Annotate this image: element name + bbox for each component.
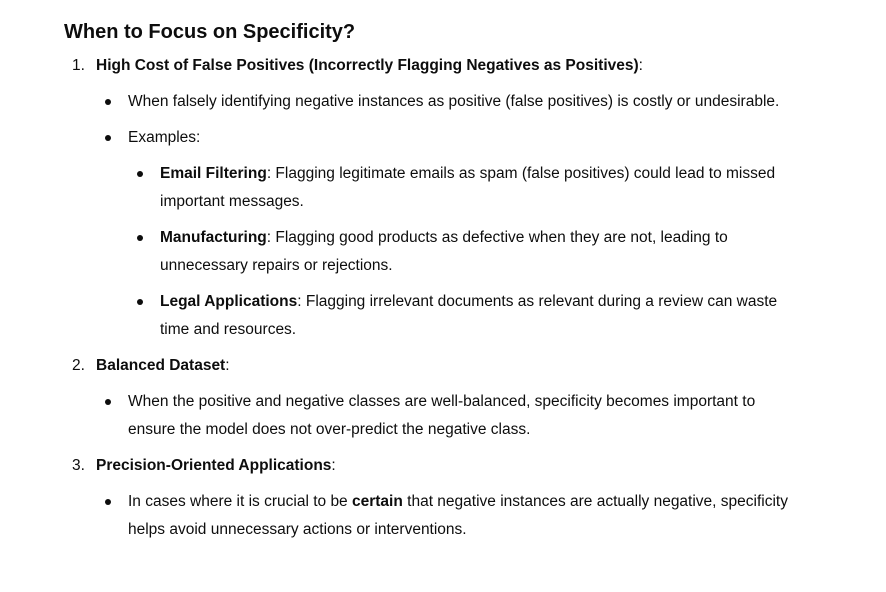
item-title: Balanced Dataset (96, 357, 226, 374)
item-title: Precision-Oriented Applications (96, 457, 332, 474)
item-number: 1. (72, 57, 85, 74)
example-item (128, 288, 788, 344)
item-number: 2. (72, 357, 85, 374)
item-suffix: : (638, 57, 643, 74)
numbered-item-1 (64, 52, 864, 344)
numbered-item-2 (64, 352, 864, 444)
bullet-dot-icon (105, 135, 111, 141)
item-heading (96, 357, 230, 374)
example-term: Manufacturing (160, 229, 267, 246)
example-term: Email Filtering (160, 165, 267, 182)
item-suffix: : (225, 357, 230, 374)
bullet-text-after: that negative instances are actually negative, specificity helps avoid unnecessary actions or interventions. (128, 493, 788, 538)
item-number: 3. (72, 457, 85, 474)
bullet-list (96, 488, 864, 544)
bullet-item (96, 88, 788, 116)
document (64, 20, 864, 552)
item-heading (96, 57, 643, 74)
section-heading: When to Focus on Specificity? (64, 21, 356, 43)
bullet-item (96, 388, 788, 444)
bullet-dot-icon (137, 235, 143, 241)
example-item (128, 224, 788, 280)
bullet-dot-icon (105, 399, 111, 405)
bullet-text: Examples: (128, 129, 201, 146)
bullet-list (96, 88, 864, 344)
bullet-text-before: In cases where it is crucial to be (128, 493, 352, 510)
bullet-text: When falsely identifying negative instances as positive (false positives) is costly or undesirable. (128, 93, 780, 110)
example-text: : Flagging legitimate emails as spam (false positives) could lead to missed important messages. (160, 165, 776, 210)
example-term: Legal Applications (160, 293, 298, 310)
example-list (128, 160, 788, 344)
example-item (128, 160, 788, 216)
bullet-text: When the positive and negative classes are well-balanced, specificity becomes important to ensure the model does not over-predict the negative class. (128, 393, 756, 438)
item-title: High Cost of False Positives (Incorrectly Flagging Negatives as Positives) (96, 57, 639, 74)
bullet-item (96, 488, 788, 544)
example-text: : Flagging good products as defective when they are not, leading to unnecessary repairs or rejections. (160, 229, 728, 274)
example-text: : Flagging irrelevant documents as relevant during a review can waste time and resources. (160, 293, 778, 338)
bullet-emphasis: certain (352, 493, 403, 510)
bullet-dot-icon (137, 171, 143, 177)
bullet-dot-icon (105, 99, 111, 105)
bullet-list (96, 388, 864, 444)
bullet-item (96, 124, 788, 344)
item-heading (96, 457, 336, 474)
bullet-dot-icon (137, 299, 143, 305)
item-suffix: : (331, 457, 336, 474)
numbered-list (64, 52, 864, 544)
bullet-dot-icon (105, 499, 111, 505)
numbered-item-3 (64, 452, 864, 544)
